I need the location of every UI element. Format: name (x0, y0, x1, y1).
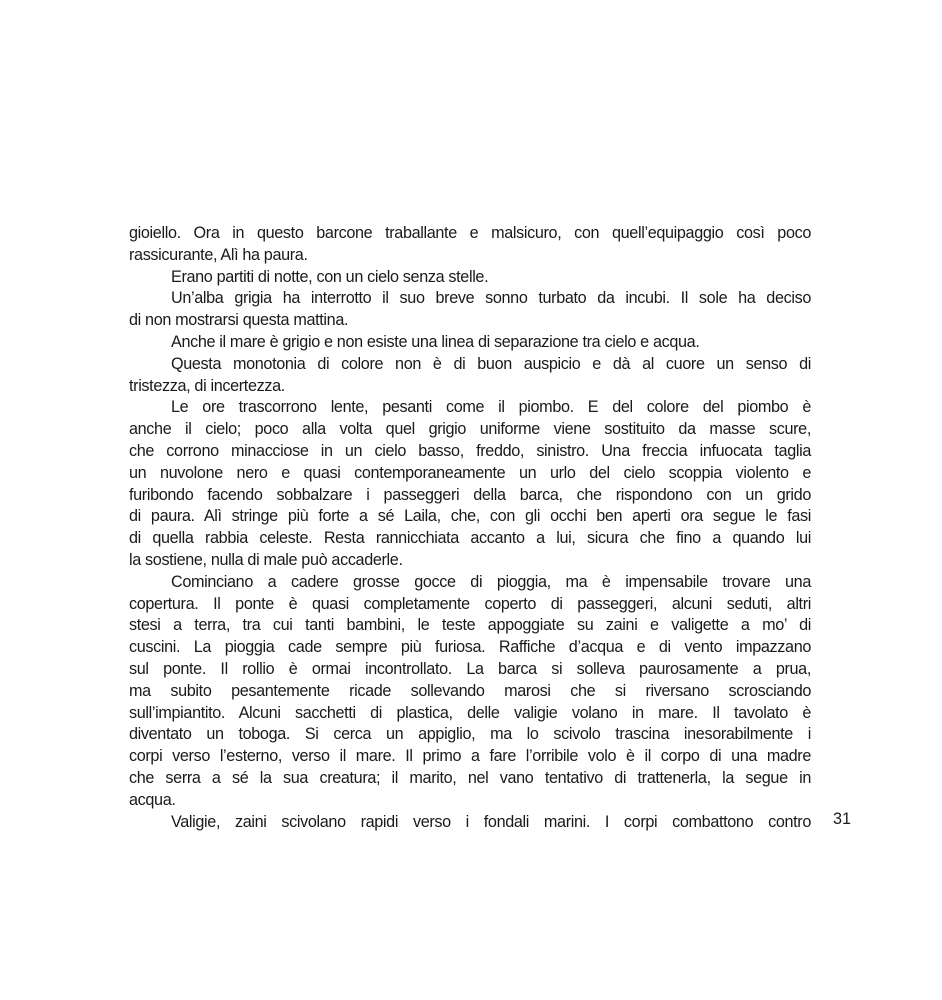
page-number: 31 (833, 810, 852, 828)
text-line: ma subito pesantemente ricade sollevando marosi che si riversano scrosciando (129, 681, 811, 700)
body-text (129, 223, 811, 833)
text-line: sul ponte. Il rollio è ormai incontrollato. La barca si solleva paurosamente a prua, (129, 659, 811, 678)
text-line: sull’impiantito. Alcuni sacchetti di plastica, delle valigie volano in mare. Il tavolato è (129, 703, 811, 722)
text-line: che corrono minacciose in un cielo basso, freddo, sinistro. Una freccia infuocata taglia (129, 441, 811, 460)
text-line: diventato un toboga. Si cerca un appiglio, ma lo scivolo trascina inesorabilmente i (129, 725, 811, 744)
text-line: che serra a sé la sua creatura; il marito, nel vano tentativo di trattenerla, la segue in (129, 768, 811, 787)
text-line: gioiello. Ora in questo barcone traballante e malsicuro, con quell’equipaggio così poco (129, 224, 811, 242)
text-line: tristezza, di incertezza. (129, 376, 285, 395)
text-line: stesi a terra, tra cui tanti bambini, le teste appoggiate su zaini e valigette a mo’ di (129, 616, 811, 635)
text-line: Le ore trascorrono lente, pesanti come il piombo. E del colore del piombo è (171, 398, 811, 417)
text-line: Valigie, zaini scivolano rapidi verso i fondali marini. I corpi combattono contro (171, 812, 811, 831)
text-line: di quella rabbia celeste. Resta rannicchiata accanto a lui, sicura che fino a quando lui (129, 529, 811, 548)
text-line: Questa monotonia di colore non è di buon auspicio e dà al cuore un senso di (171, 354, 811, 373)
text-line: un nuvolone nero e quasi contemporaneamente un urlo del cielo scoppia violento e (129, 463, 811, 482)
text-line: Cominciano a cadere grosse gocce di pioggia, ma è impensabile trovare una (171, 572, 811, 591)
text-line: Anche il mare è grigio e non esiste una linea di separazione tra cielo e acqua. (171, 332, 700, 351)
text-line: copertura. Il ponte è quasi completamente coperto di passeggeri, alcuni seduti, altri (129, 594, 811, 613)
text-line: corpi verso l’esterno, verso il mare. Il primo a fare l’orribile volo è il corpo di una madre (129, 747, 811, 766)
text-line: cuscini. La pioggia cade sempre più furiosa. Raffiche d’acqua e di vento impazzano (129, 638, 811, 657)
text-line: di paura. Alì stringe più forte a sé Laila, che, con gli occhi ben aperti ora segue le fasi (129, 507, 811, 526)
text-line: furibondo facendo sobbalzare i passeggeri della barca, che rispondono con un grido (129, 485, 811, 504)
text-line: acqua. (129, 790, 176, 809)
text-line: la sostiene, nulla di male può accaderle. (129, 550, 403, 569)
text-line: di non mostrarsi questa mattina. (129, 311, 349, 330)
text-line: rassicurante, Alì ha paura. (129, 245, 308, 264)
text-line: anche il cielo; poco alla volta quel grigio uniforme viene sostituito da masse scure, (129, 420, 811, 439)
text-line: Erano partiti di notte, con un cielo senza stelle. (171, 267, 489, 286)
text-line: Un’alba grigia ha interrotto il suo breve sonno turbato da incubi. Il sole ha deciso (171, 289, 811, 308)
